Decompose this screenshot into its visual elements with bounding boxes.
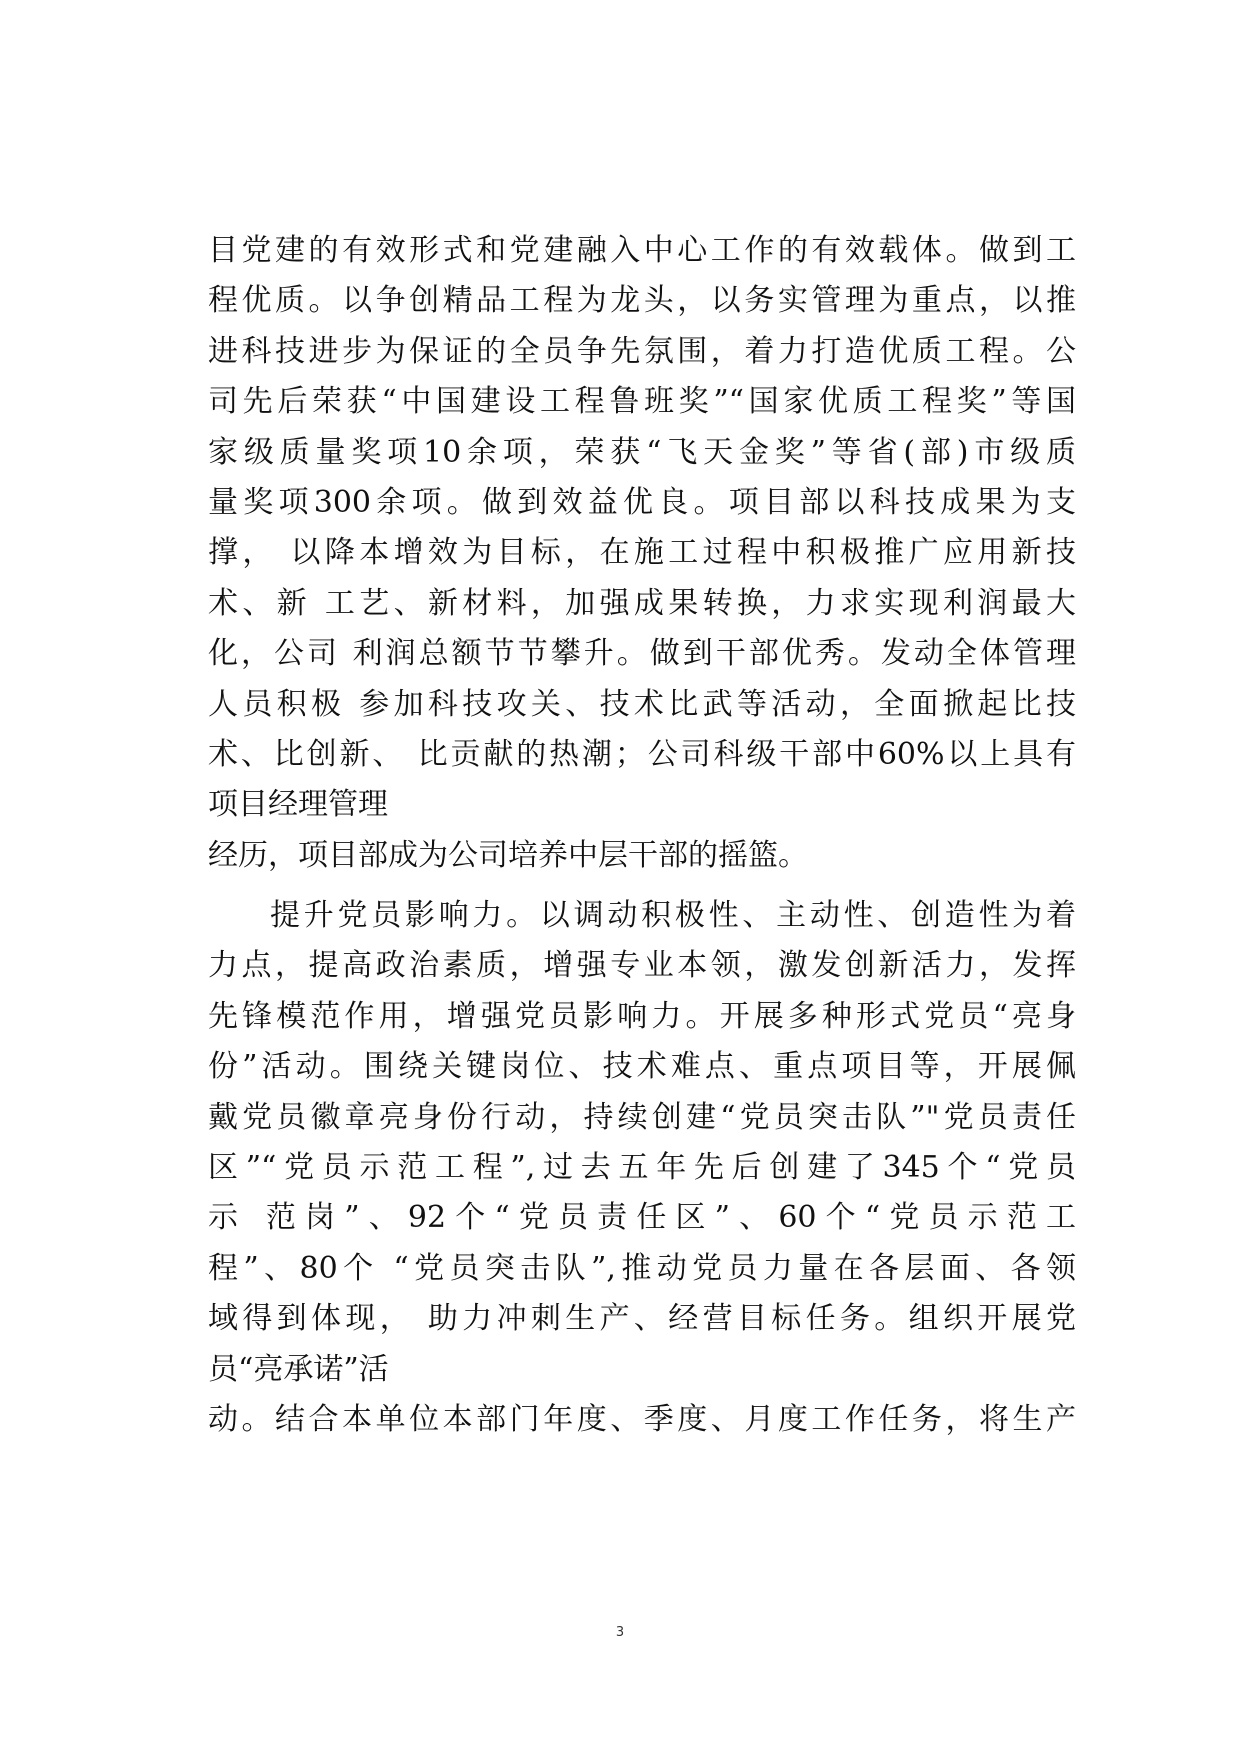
text-line: 提升党员影响力。以调动积极性、主动性、创造性为着 [270,898,1076,934]
text-line: 力点，提高政治素质，增强专业本领，激发创新活力，发挥 [208,948,1076,984]
text-line: 示 范岗”、92个“党员责任区”、60个“党员示范工 [208,1200,1076,1236]
text-line: 动。结合本单位本部门年度、季度、月度工作任务，将生产 [208,1401,1076,1437]
text-line: 域得到体现， 助力冲刺生产、经营目标任务。组织开展党 [208,1301,1076,1337]
text-line: 先锋模范作用，增强党员影响力。开展多种形式党员“亮身 [208,998,1076,1034]
text-line: 程”、80个 “党员突击队”,推动党员力量在各层面、各领 [208,1250,1076,1286]
text-line: 进科技进步为保证的全员争先氛围，着力打造优质工程。公 [208,333,1076,369]
text-line: 目党建的有效形式和党建融入中心工作的有效载体。做到工 [208,233,1076,268]
text-line: 程优质。以争创精品工程为龙头，以务实管理为重点，以推 [208,283,1076,319]
text-line: 项目经理管理 [208,787,388,823]
text-line: 术、新 工艺、新材料，加强成果转换，力求实现利润最大 [208,585,1076,621]
text-line: 份”活动。围绕关键岗位、技术难点、重点项目等，开展佩 [208,1049,1076,1085]
text-line: 经历，项目部成为公司培养中层干部的摇篮。 [208,837,808,873]
paragraph-gap [208,881,1076,891]
text-line: 区”“党员示范工程”,过去五年先后创建了345个“党员 [208,1150,1076,1186]
text-line: 撑， 以降本增效为目标，在施工过程中积极推广应用新技 [208,535,1076,571]
text-line: 化，公司 利润总额节节攀升。做到干部优秀。发动全体管理 [208,636,1076,672]
text-line: 人员积极 参加科技攻关、技术比武等活动，全面掀起比技 [208,686,1076,722]
text-line: 量奖项300余项。做到效益优良。项目部以科技成果为支 [208,484,1076,520]
body-text [208,226,1076,1445]
text-line: 戴党员徽章亮身份行动，持续创建“党员突击队”"党员责任 [208,1099,1076,1135]
text-line: 员“亮承诺”活 [208,1351,389,1387]
text-line: 术、比创新、 比贡献的热潮；公司科级干部中60%以上具有 [208,736,1076,772]
text-line: 司先后荣获“中国建设工程鲁班奖”“国家优质工程奖”等国 [208,384,1076,420]
paragraph [208,226,1076,881]
text-line: 家级质量奖项10余项，荣获“飞天金奖”等省(部)市级质 [208,434,1076,470]
page-number: 3 [615,1625,625,1640]
paragraph [208,891,1076,1445]
